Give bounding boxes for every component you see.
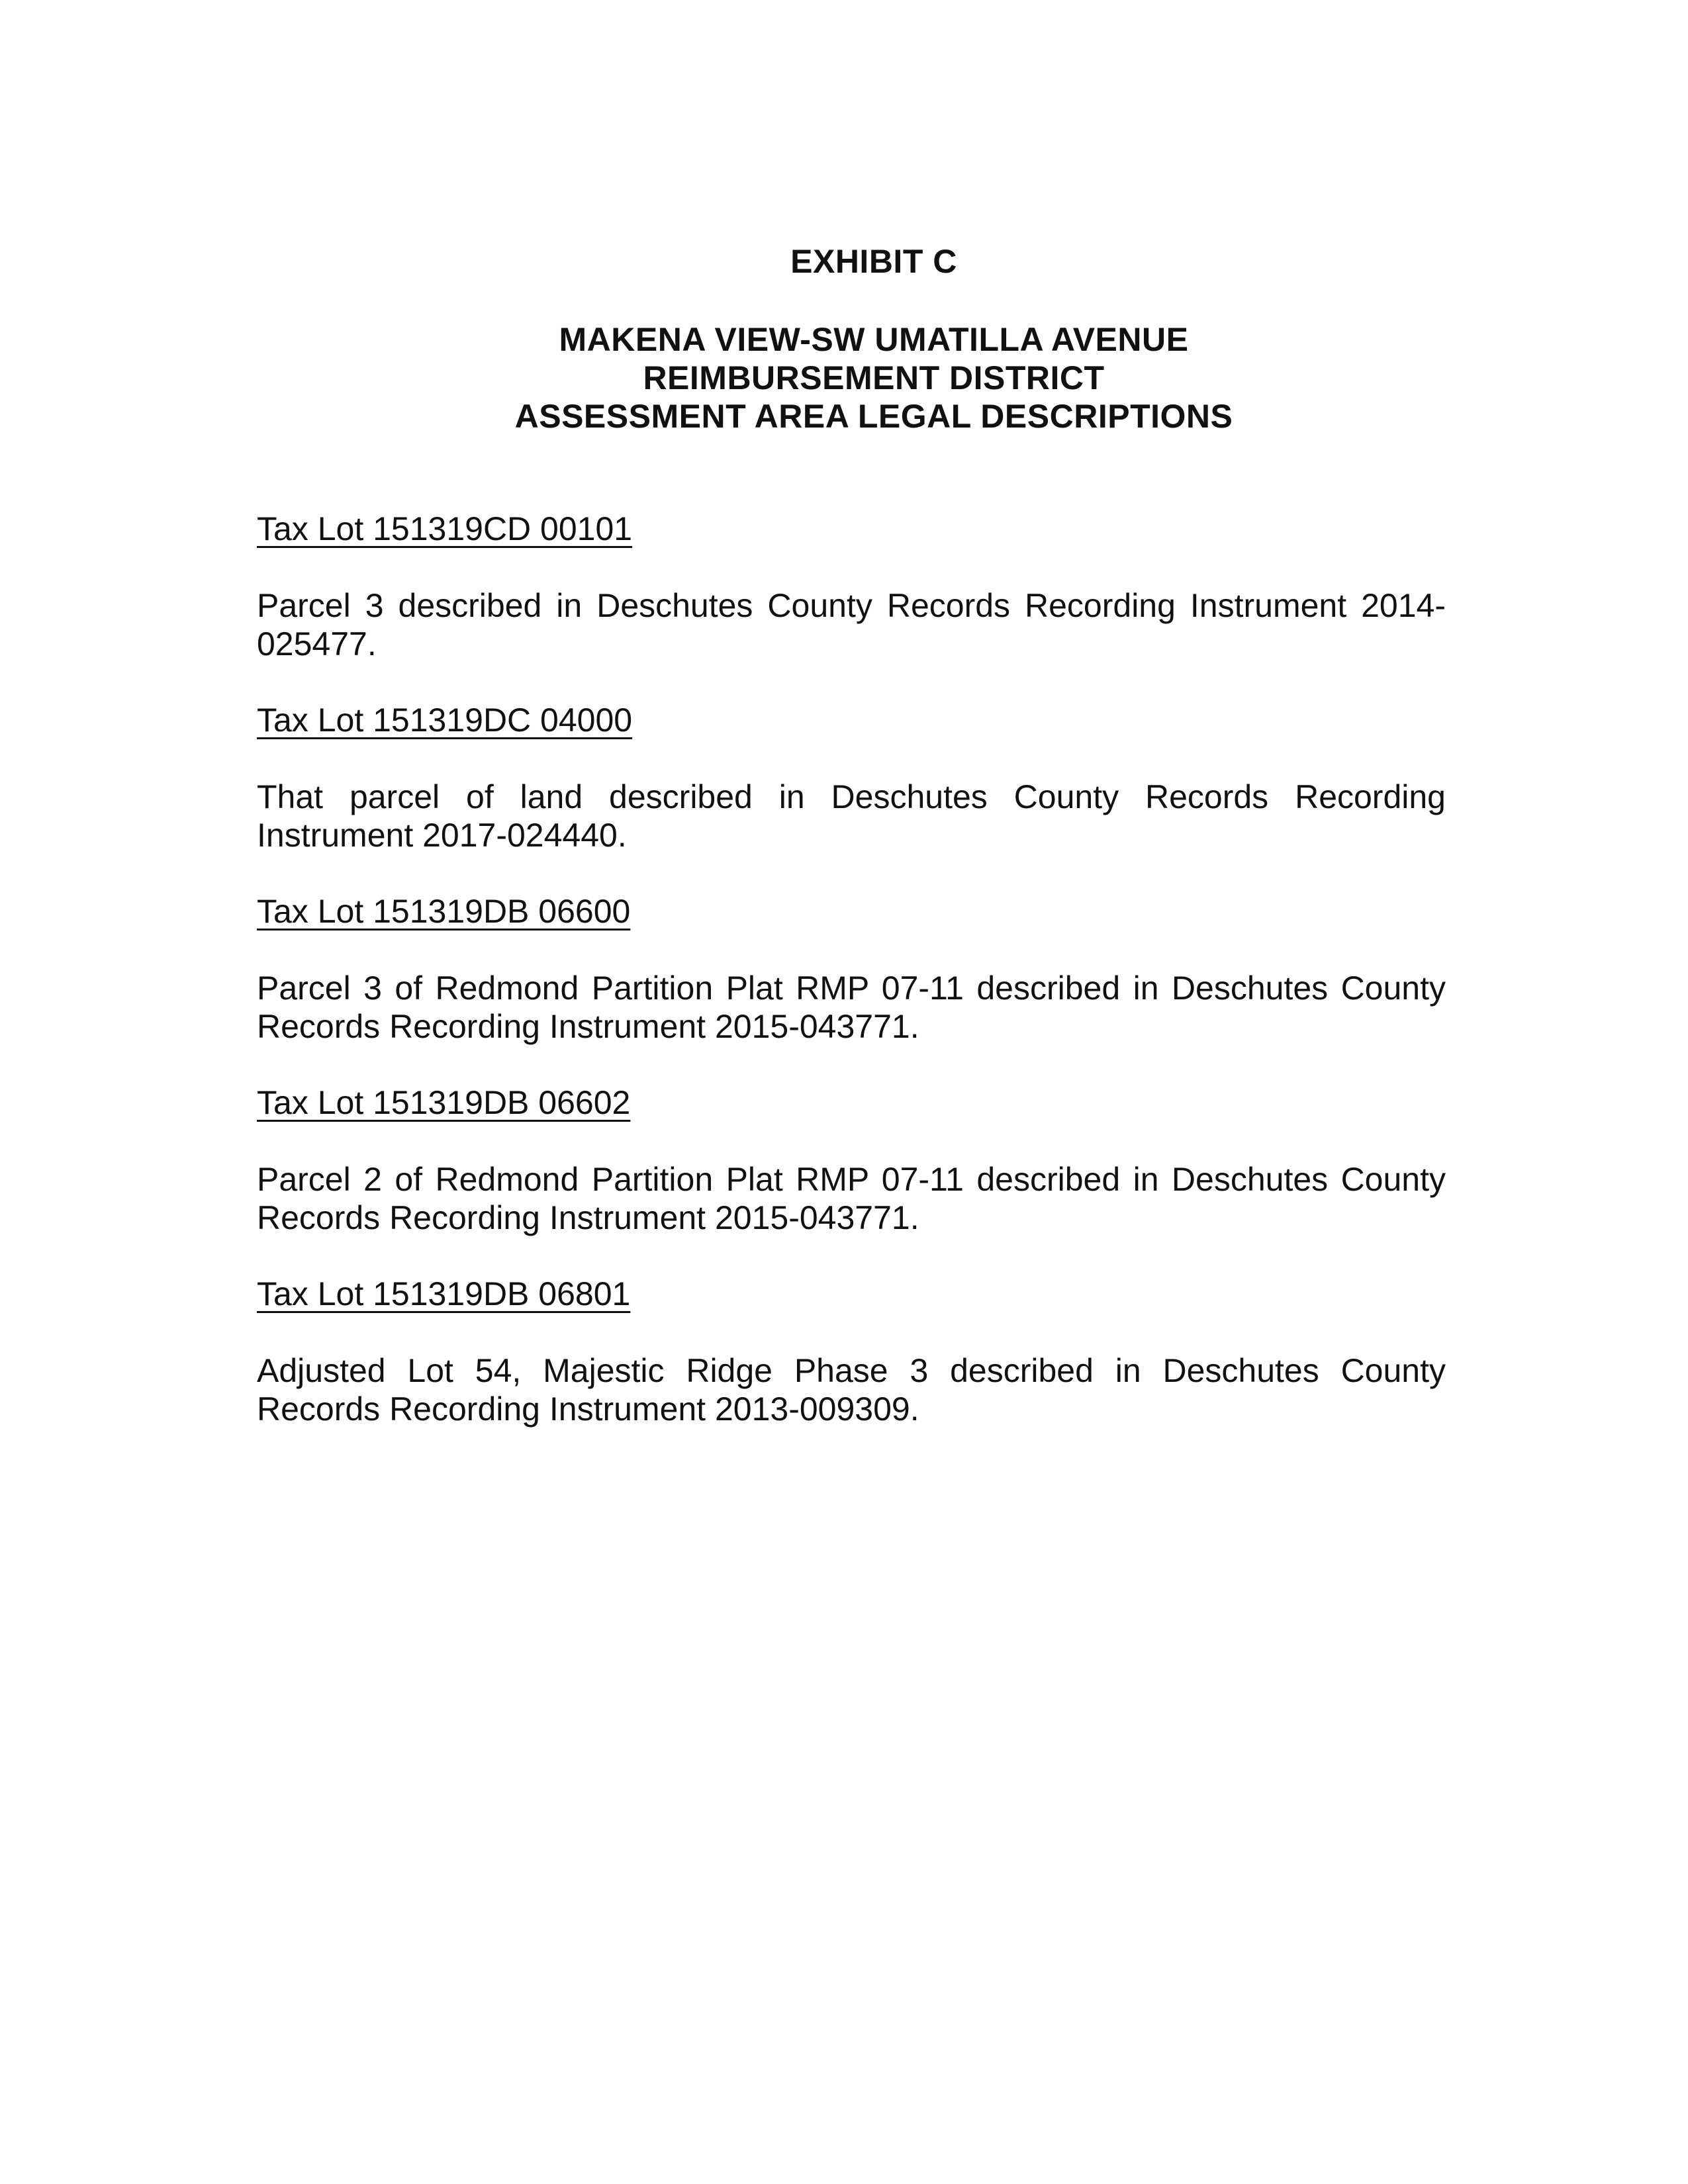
- tax-lot-entry: [257, 1083, 1446, 1237]
- tax-lot-description: Parcel 2 of Redmond Partition Plat RMP 07-11 described in Deschutes County Records Recording Instrument 2015-043771.: [257, 1161, 1446, 1236]
- tax-lot-entry: [257, 701, 1446, 854]
- tax-lot-description: Parcel 3 described in Deschutes County Records Recording Instrument 2014-025477.: [257, 587, 1446, 662]
- title-line-1: MAKENA VIEW-SW UMATILLA AVENUE: [559, 321, 1189, 358]
- tax-lot-heading: Tax Lot 151319CD 00101: [257, 510, 633, 547]
- document-title: [0, 320, 1688, 435]
- tax-lot-description: Adjusted Lot 54, Majestic Ridge Phase 3 described in Deschutes County Records Recording Instrument 2013-009309.: [257, 1352, 1446, 1428]
- tax-lot-heading: Tax Lot 151319DB 06801: [257, 1275, 631, 1312]
- tax-lot-entry: [257, 1275, 1446, 1428]
- tax-lot-entry: [257, 510, 1446, 663]
- tax-lot-heading: Tax Lot 151319DB 06602: [257, 1084, 631, 1121]
- tax-lot-heading: Tax Lot 151319DB 06600: [257, 893, 631, 930]
- title-line-3: ASSESSMENT AREA LEGAL DESCRIPTIONS: [514, 398, 1233, 435]
- tax-lot-description: That parcel of land described in Deschutes County Records Recording Instrument 2017-024440.: [257, 778, 1446, 854]
- legal-descriptions: [257, 510, 1446, 1466]
- exhibit-label: EXHIBIT C: [790, 243, 957, 280]
- title-line-2: REIMBURSEMENT DISTRICT: [643, 359, 1105, 396]
- tax-lot-entry: [257, 892, 1446, 1046]
- tax-lot-description: Parcel 3 of Redmond Partition Plat RMP 07-11 described in Deschutes County Records Recording Instrument 2015-043771.: [257, 970, 1446, 1045]
- tax-lot-heading: Tax Lot 151319DC 04000: [257, 702, 633, 739]
